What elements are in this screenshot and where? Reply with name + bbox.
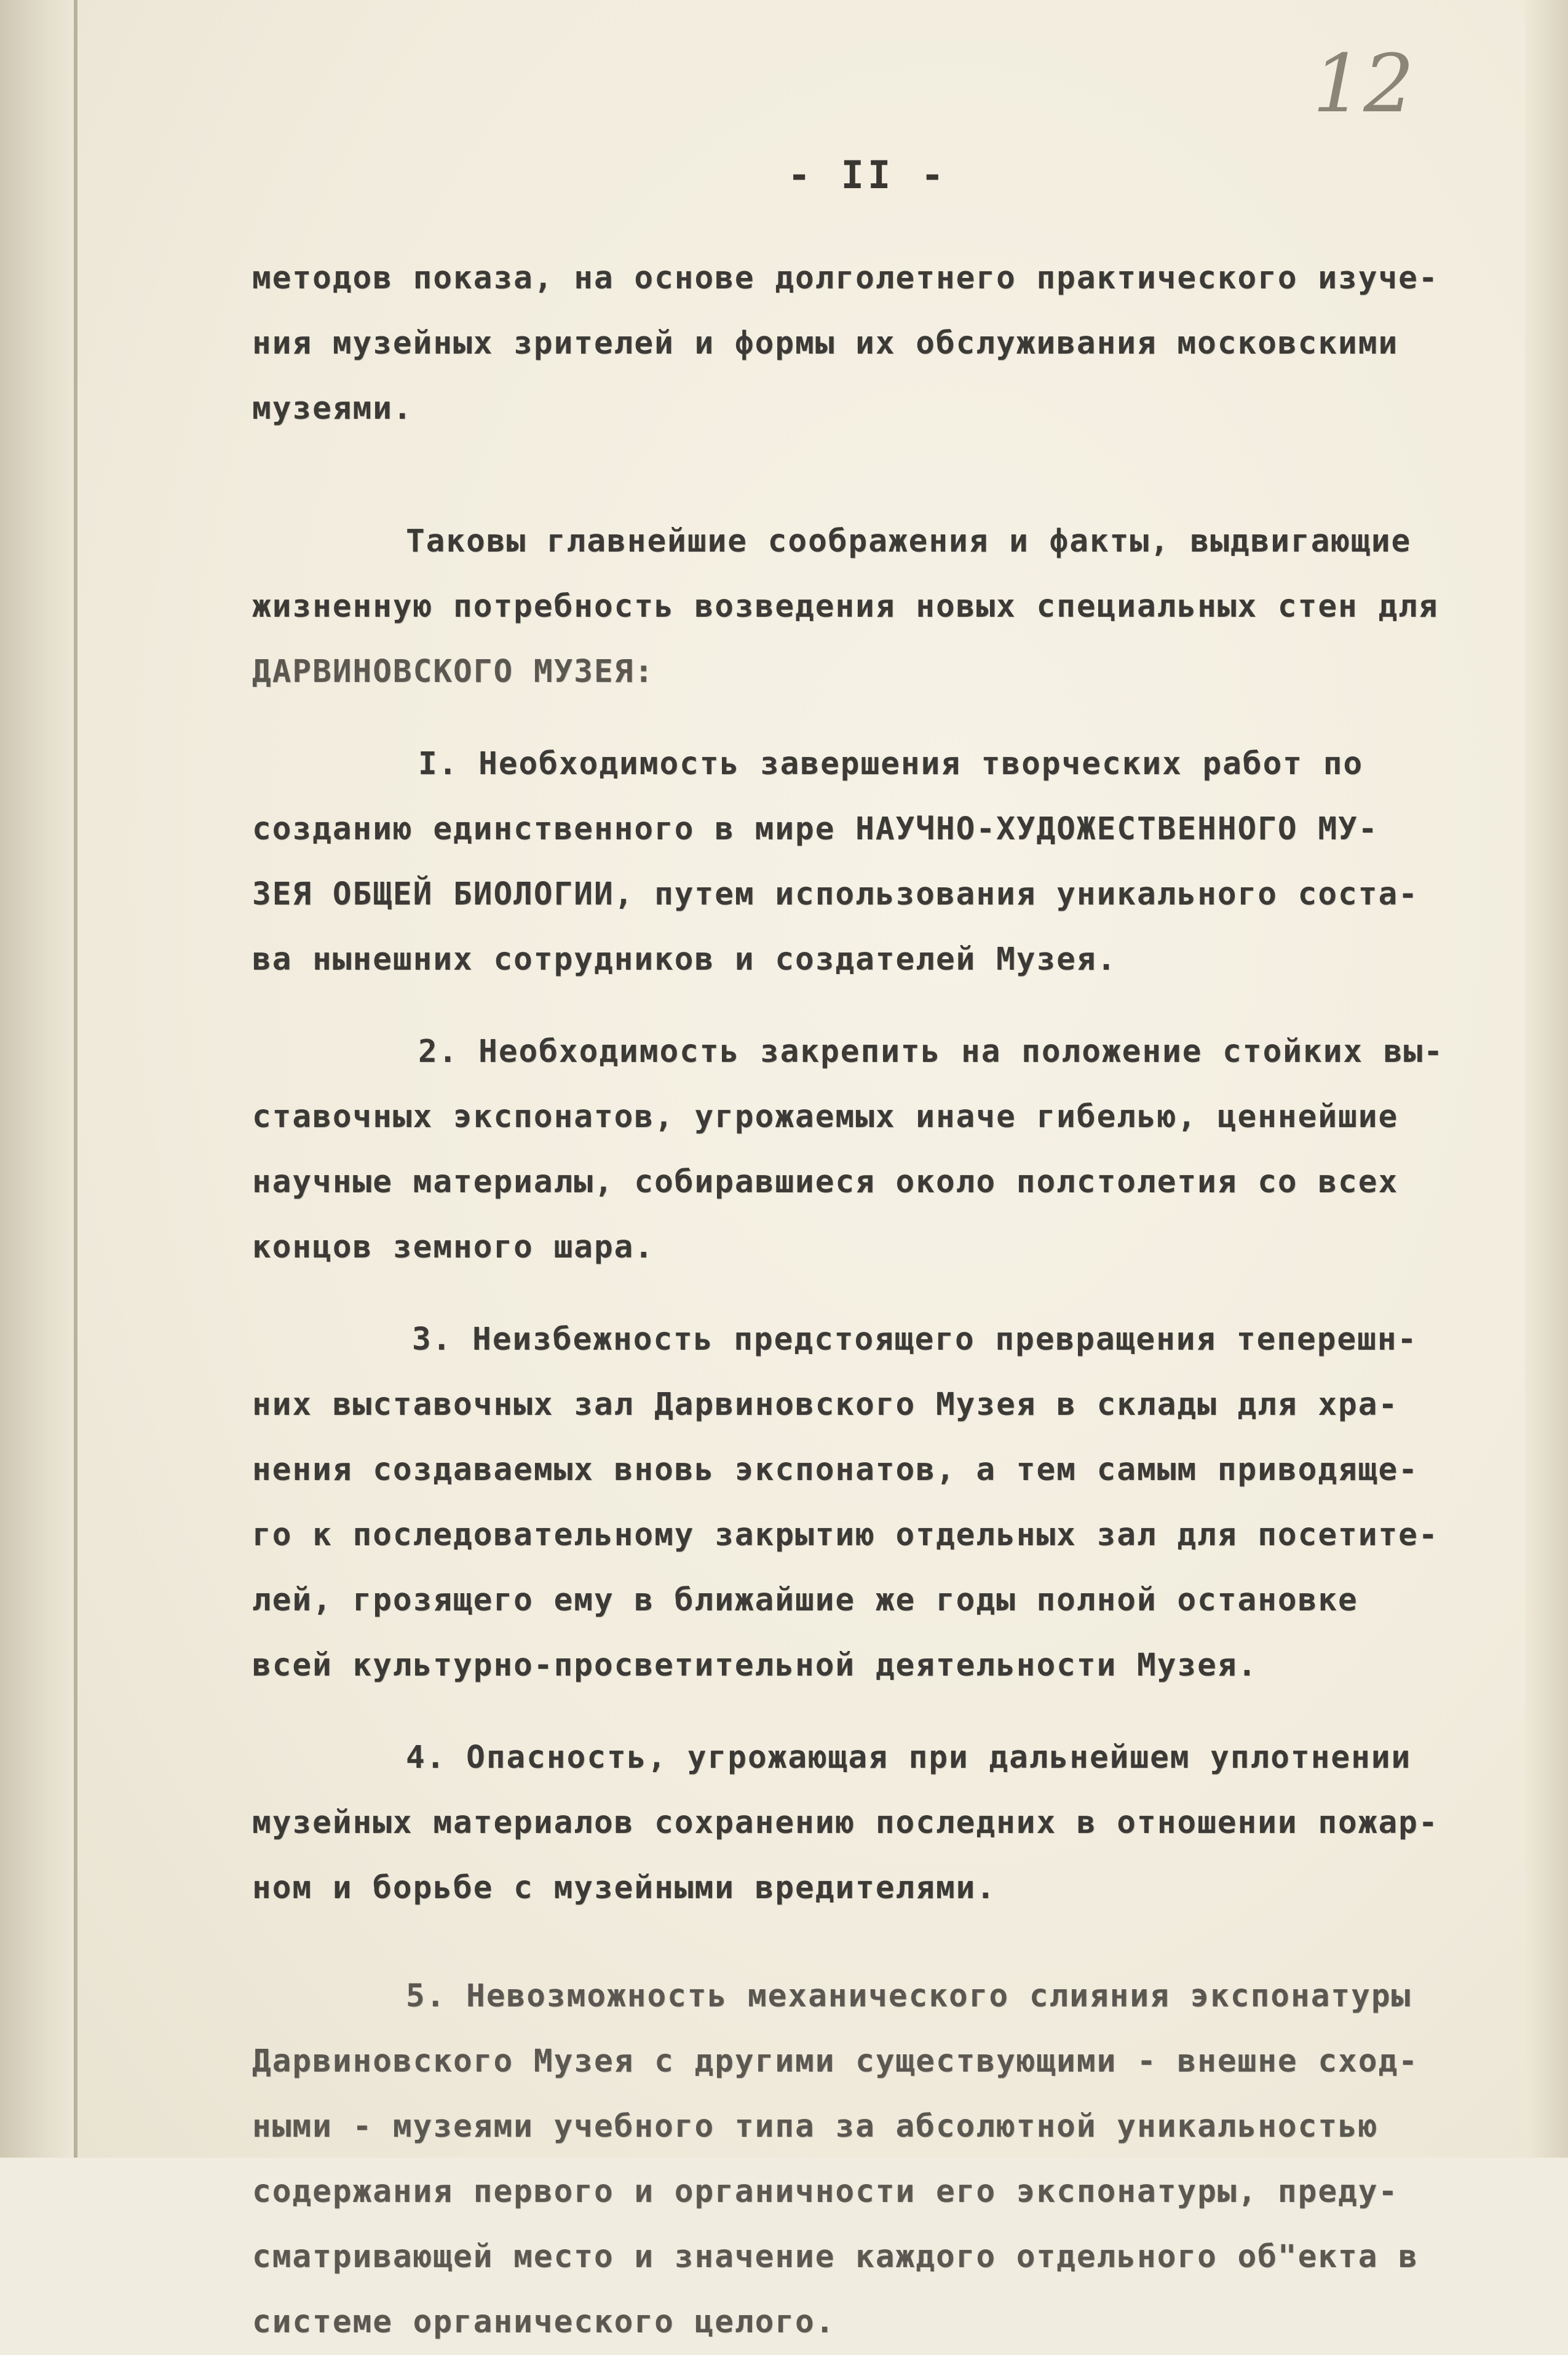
text-line: ва нынешних сотрудников и создателей Музея. [252,941,1117,978]
paragraph-summary [252,509,1482,705]
text-line: лей, грозящего ему в ближайшие же годы полной остановке [252,1582,1358,1618]
text-line: сматривающей место и значение каждого отдельного об"екта в [252,2239,1419,2275]
text-line: всей культурно-просветительной деятельности Музея. [252,1647,1258,1684]
text-line: ставочных экспонатов, угрожаемых иначе гибелью, ценнейшие [252,1099,1399,1135]
text-line: системе органического целого. [252,2304,836,2340]
text-line: ными - музеями учебного типа за абсолютной уникальностью [252,2108,1379,2145]
text-line: го к последовательному закрытию отдельных зал для посетите- [252,1517,1439,1553]
text-line: 3. Неизбежность предстоящего превращения теперешн- [412,1321,1418,1358]
paragraph-point-5 [252,1964,1482,2355]
text-line: музеями. [252,390,413,427]
text-line: ЗЕЯ ОБЩЕЙ БИОЛОГИИ, путем использования уникального соста- [252,876,1419,912]
text-line: Дарвиновского Музея с другими существующими - внешне сход- [252,2043,1419,2080]
text-line: содержания первого и органичности его экспонатуры, преду- [252,2174,1399,2210]
text-line: них выставочных зал Дарвиновского Музея в склады для хра- [252,1387,1399,1423]
text-line: 4. Опасность, угрожающая при дальнейшем уплотнении [406,1740,1412,1776]
text-line: 5. Невозможность механического слияния экспонатуры [406,1978,1412,2014]
text-line: 2. Необходимость закрепить на положение стойких вы- [418,1034,1444,1070]
text-line: ном и борьбе с музейными вредителями. [252,1870,997,1906]
text-line: Таковы главнейшие соображения и факты, выдвигающие [406,523,1412,560]
text-line: I. Необходимость завершения творческих работ по [418,746,1364,782]
text-line: научные материалы, собиравшиеся около полстолетия со всех [252,1164,1399,1200]
page-number: - II - [788,152,948,197]
text-line: нения создаваемых вновь экспонатов, а тем самым приводяще- [252,1452,1419,1488]
paragraph-point-2 [252,1019,1482,1280]
handwritten-folio-number: 12 [1312,37,1414,130]
text-line: методов показа, на основе долголетнего практического изуче- [252,260,1439,296]
paragraph-intro-tail [252,246,1482,441]
text-line: созданию единственного в мире НАУЧНО-ХУДОЖЕСТВЕННОГО МУ- [252,811,1379,847]
binding-edge [0,0,80,2158]
right-page-edge [1525,0,1568,2158]
text-line: концов земного шара. [252,1229,655,1265]
text-line: ДАРВИНОВСКОГО МУЗЕЯ: [252,654,655,690]
text-line: музейных материалов сохранению последних в отношении пожар- [252,1805,1439,1841]
text-line: жизненную потребность возведения новых специальных стен для [252,588,1439,625]
text-line: ния музейных зрителей и формы их обслуживания московскими [252,325,1399,362]
document-body [252,246,1482,2355]
paragraph-point-4 [252,1725,1482,1921]
paragraph-point-3 [252,1307,1482,1698]
paragraph-point-1 [252,732,1482,992]
